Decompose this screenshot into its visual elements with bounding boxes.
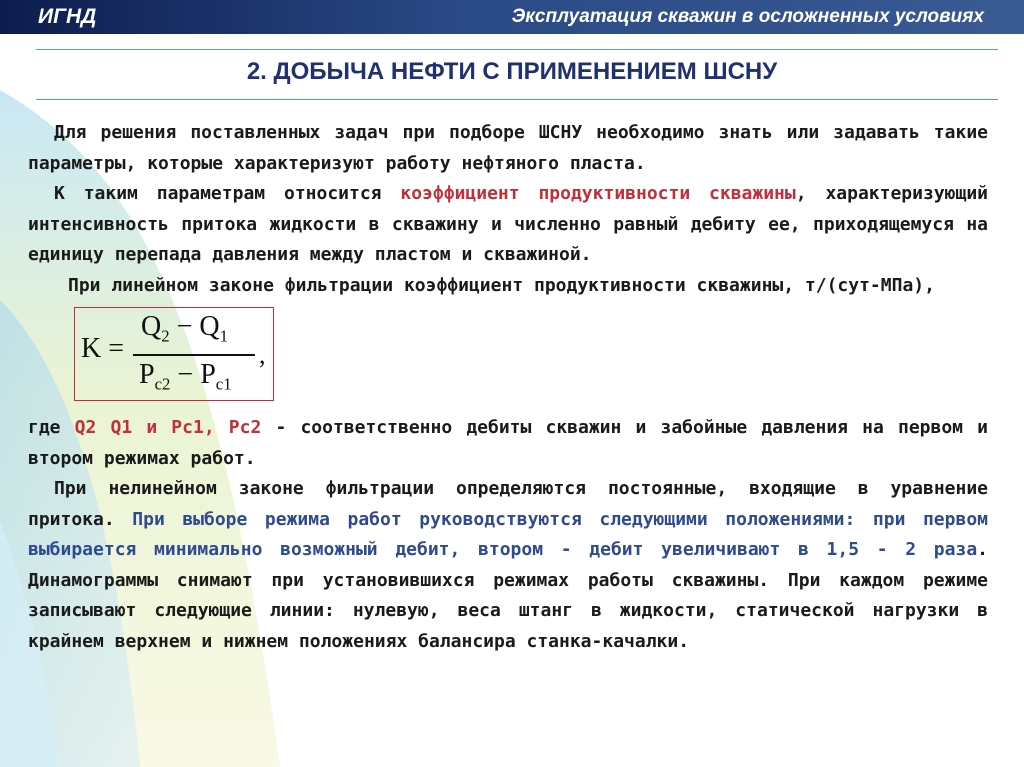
header-subject: Эксплуатация скважин в осложненных условиях [511, 6, 984, 27]
slide-body [28, 118, 988, 657]
header-bar [0, 0, 1024, 34]
mode-selection-highlight: При выборе режима работ руководствуются следующими положениями: при первом выбирается минимально возможный дебит, втором - дебит увеличивают в 1,5 - 2 раза [28, 508, 988, 560]
paragraph-4 [28, 413, 988, 474]
paragraph-2-text: К таким параметрам относится [54, 183, 401, 204]
paragraph-5 [28, 474, 988, 657]
formula-denominator: $P_{c2} - P_{c1}$ [139, 359, 232, 394]
fraction-bar [133, 354, 255, 356]
slide-title: 2. ДОБЫЧА НЕФТИ С ПРИМЕНЕНИЕМ ШСНУ [246, 58, 778, 85]
formula-numerator: $Q_2 - Q_1$ [141, 311, 229, 346]
paragraph-1: Для решения поставленных задач при подборе ШСНУ необходимо знать или задавать такие параметры, которые характеризуют работу нефтяного пласта. [28, 122, 988, 174]
formula-comma: , [259, 340, 266, 369]
title-divider-bottom [36, 99, 998, 100]
paragraph-5-rest: . Динамограммы снимают при установившихся режимах работы скважины. При каждом режиме записывают следующие линии: нулевую, веса штанг в жидкости, статической нагрузки в крайнем верхнем и нижнем положениях балансира станка-качалки. [28, 539, 988, 652]
formula-box [74, 307, 274, 401]
paragraph-2 [28, 179, 988, 271]
formula-k: K = [81, 333, 125, 364]
variables-highlight: Q2 Q1 и Pc1, Pc2 [74, 417, 262, 438]
paragraph-5-text: При нелинейном законе фильтрации определяются постоянные, входящие в уравнение притока. [28, 478, 988, 530]
term-productivity: коэффициент продуктивности скважины [400, 183, 796, 204]
title-divider-top [36, 49, 998, 50]
header-org: ИГНД [38, 5, 97, 28]
paragraph-4-text: где [28, 417, 75, 438]
paragraph-2-rest: , характеризующий интенсивность притока жидкости в скважину и численно равный дебиту ее, приходящемуся на единицу перепада давления между пластом и скважиной. [28, 183, 989, 265]
paragraph-3: При линейном законе фильтрации коэффициент продуктивности скважины, т/(сут-МПа), [68, 274, 935, 296]
paragraph-4-rest: - соответственно дебиты скважин и забойные давления на первом и втором режимах работ. [28, 417, 988, 469]
